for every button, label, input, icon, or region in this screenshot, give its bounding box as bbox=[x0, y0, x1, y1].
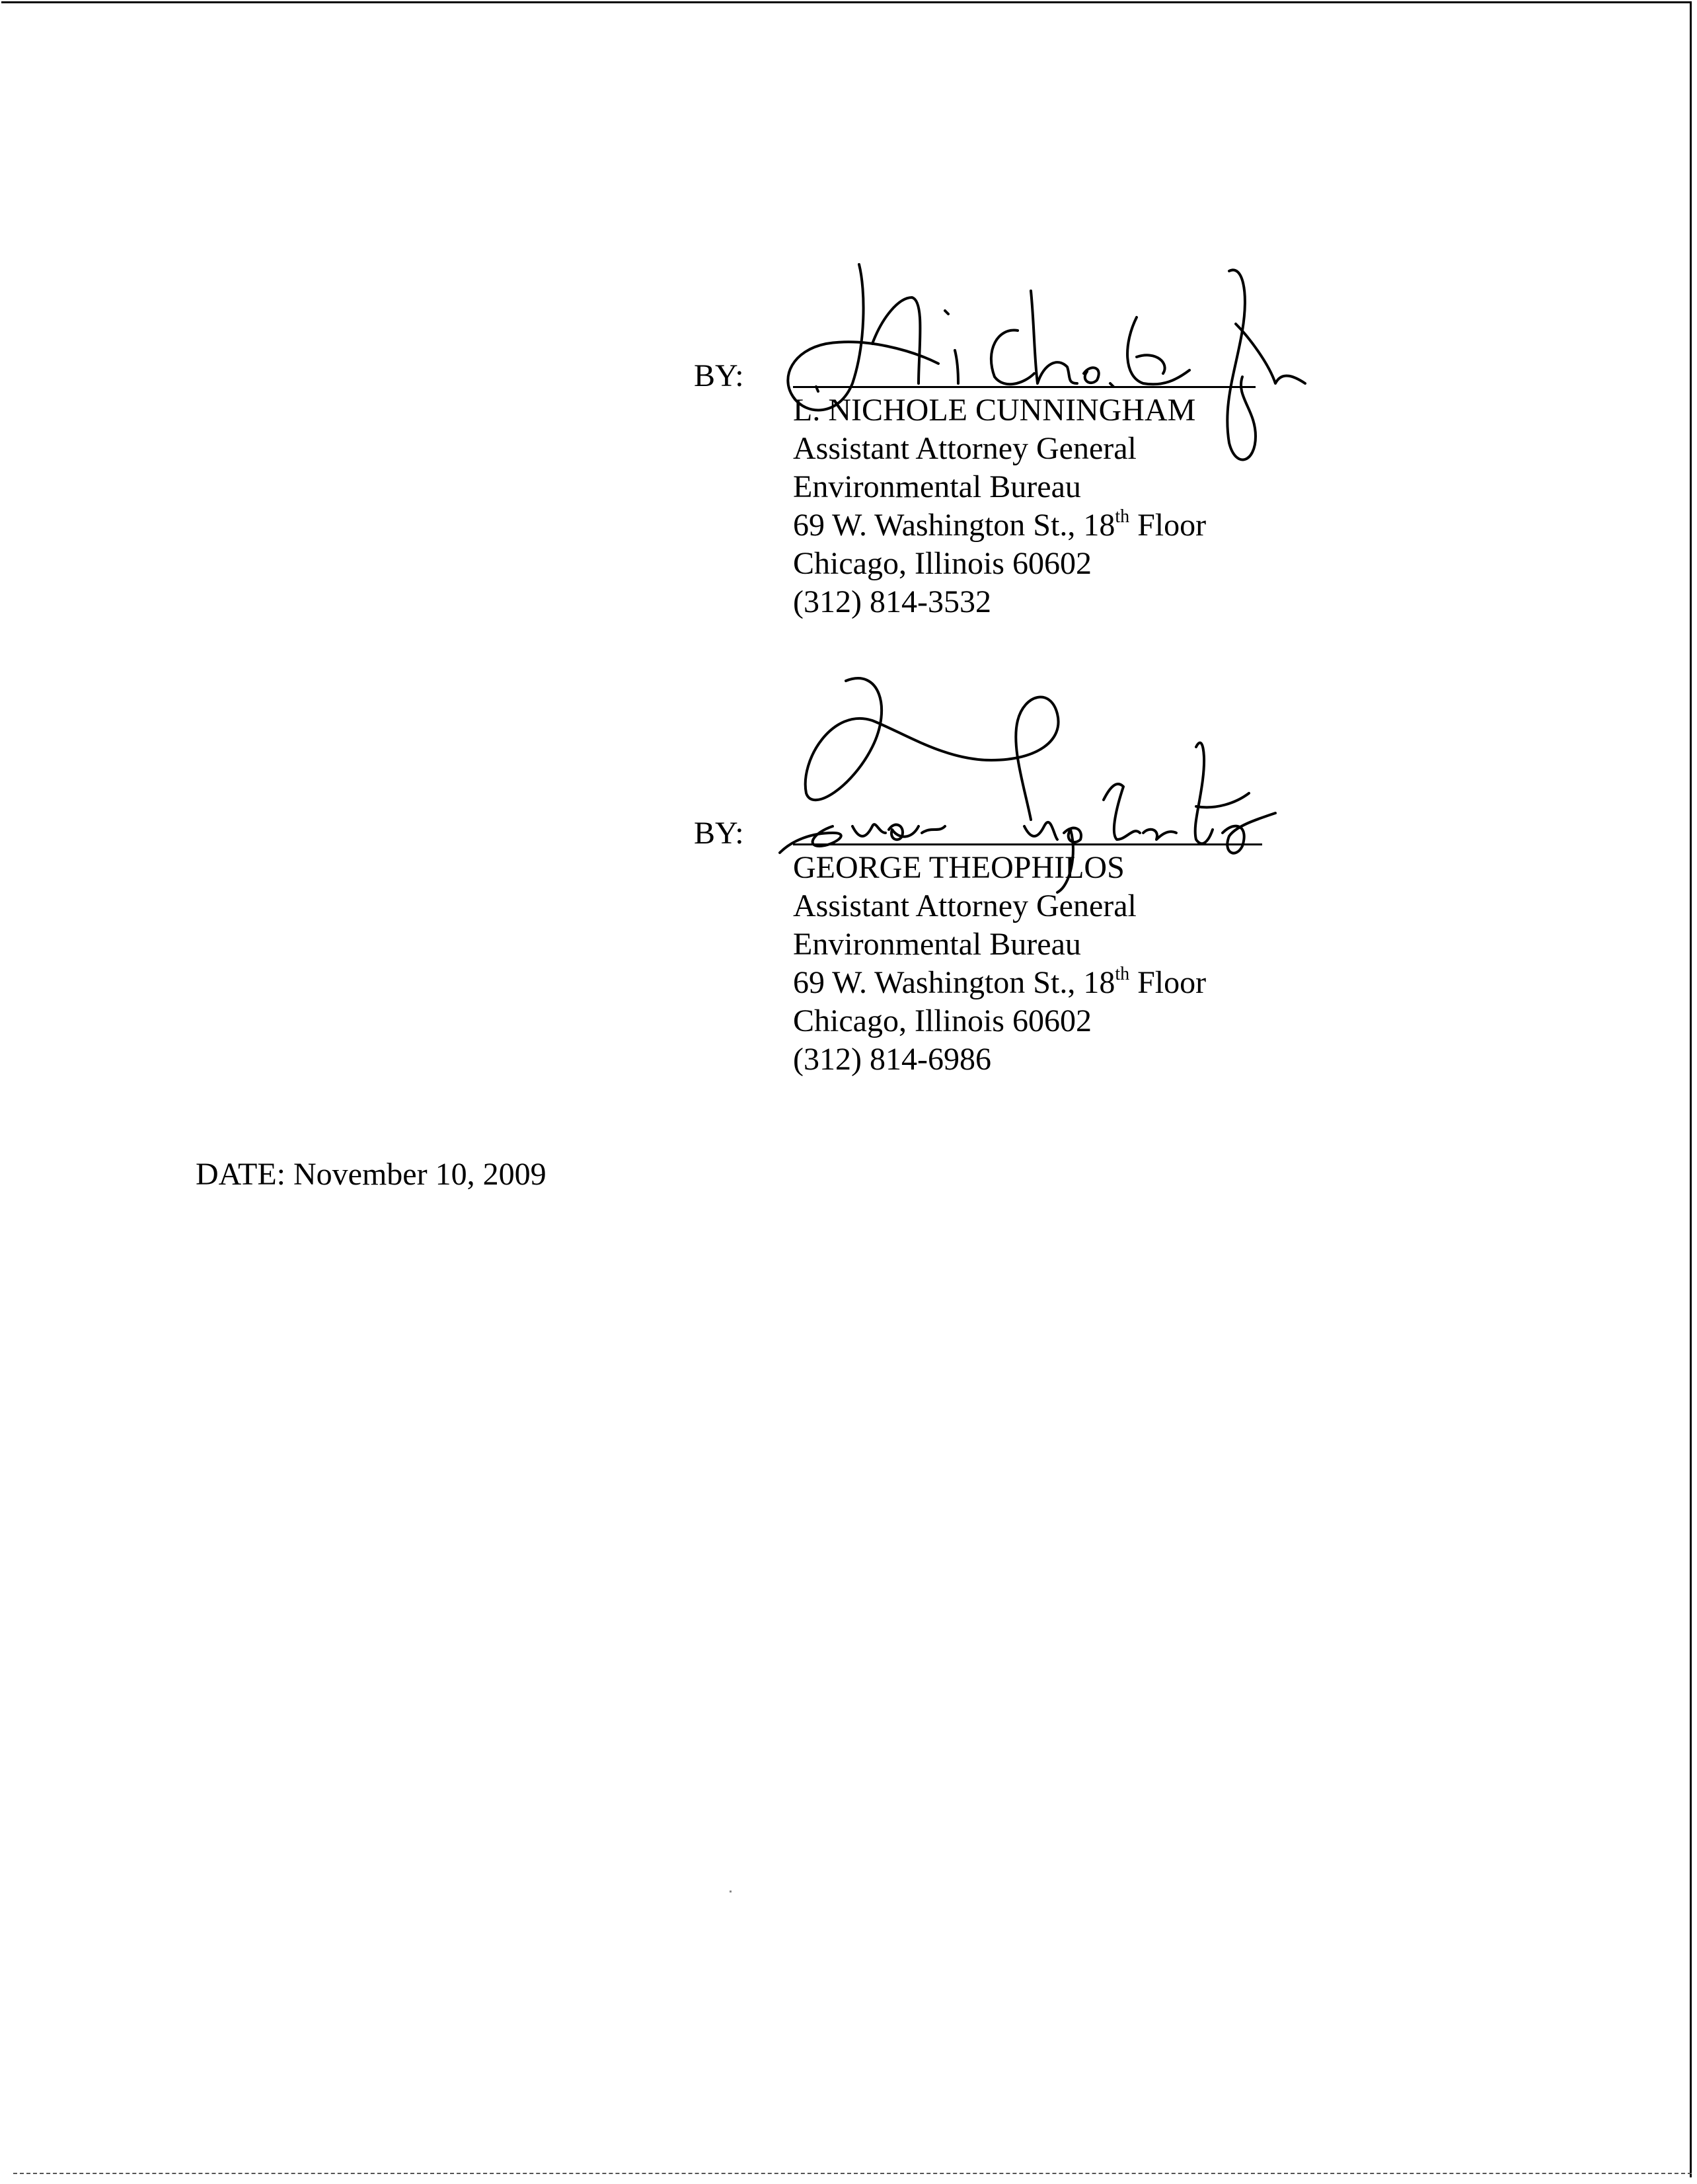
address-floor-1: Floor bbox=[1129, 508, 1207, 543]
signatory-title-1: Assistant Attorney General bbox=[793, 431, 1137, 466]
signatory-bureau-2: Environmental Bureau bbox=[793, 927, 1081, 962]
by-label-2: BY: bbox=[694, 816, 744, 851]
signatory-city-1: Chicago, Illinois 60602 bbox=[793, 546, 1092, 581]
signatory-block-1 bbox=[793, 391, 1206, 621]
signatory-phone-2: (312) 814-6986 bbox=[793, 1042, 991, 1077]
scan-speck bbox=[730, 1891, 732, 1892]
address-street-1: 69 W. Washington St., 18 bbox=[793, 508, 1115, 543]
signatory-city-2: Chicago, Illinois 60602 bbox=[793, 1003, 1092, 1038]
signatory-bureau-1: Environmental Bureau bbox=[793, 469, 1081, 504]
address-street-2: 69 W. Washington St., 18 bbox=[793, 965, 1115, 1000]
signatory-title-2: Assistant Attorney General bbox=[793, 888, 1137, 923]
signatory-address-2 bbox=[793, 964, 1206, 1002]
address-floor-2: Floor bbox=[1129, 965, 1207, 1000]
signatory-phone-1: (312) 814-3532 bbox=[793, 584, 991, 619]
address-ordinal-2: th bbox=[1115, 964, 1130, 984]
page-bottom-rule bbox=[13, 2173, 1692, 2174]
by-label-1: BY: bbox=[694, 358, 744, 393]
signatory-block-2 bbox=[793, 849, 1206, 1079]
signatory-name-2: GEORGE THEOPHILOS bbox=[793, 850, 1125, 885]
date-line: DATE: November 10, 2009 bbox=[196, 1157, 547, 1192]
signatory-name-1: L. NICHOLE CUNNINGHAM bbox=[793, 393, 1196, 428]
signatory-address-1 bbox=[793, 506, 1206, 545]
address-ordinal-1: th bbox=[1115, 506, 1130, 527]
